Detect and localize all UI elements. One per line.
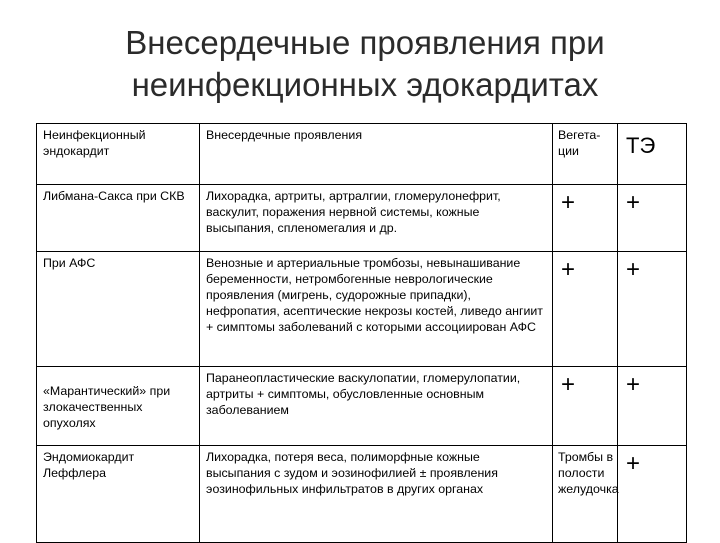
cell-vegetations: + — [553, 252, 618, 367]
cell-manifestations: Лихорадка, потеря веса, полиморфные кожные высыпания с зудом и эозинофилией ± проявления эозинофильных инфильтратов в других органах — [200, 446, 553, 543]
table-header-row — [37, 124, 687, 185]
cell-vegetations: + — [553, 367, 618, 446]
cell-disease: Либмана-Сакса при СКВ — [37, 185, 200, 252]
table-row — [37, 185, 687, 252]
slide-title — [60, 22, 670, 106]
cell-disease: Эндомиокардит Леффлера — [37, 446, 200, 543]
cell-disease: При АФС — [37, 252, 200, 367]
cell-disease: «Марантический» при злокачественных опухолях — [37, 367, 200, 446]
table-row — [37, 367, 687, 446]
cell-vegetations: + — [553, 185, 618, 252]
header-manifestations: Внесердечные проявления — [200, 124, 553, 185]
header-disease: Неинфекционный эндокардит — [37, 124, 200, 185]
cell-te: + — [618, 252, 687, 367]
table-row — [37, 446, 687, 543]
cell-te: + — [618, 367, 687, 446]
cell-te: + — [618, 446, 687, 543]
table-row — [37, 252, 687, 367]
header-te: ТЭ — [618, 124, 687, 185]
slide-title-line-1: Внесердечные проявления при — [125, 24, 605, 61]
cell-te: + — [618, 185, 687, 252]
slide-title-line-2: неинфекционных эдокардитах — [131, 66, 599, 103]
header-vegetations: Вегета-ции — [553, 124, 618, 185]
cell-vegetations: Тромбы в полости желудочка — [553, 446, 618, 543]
cell-manifestations: Лихорадка, артриты, артралгии, гломерулонефрит, васкулит, поражения нервной системы, кожные высыпания, спленомегалия и др. — [200, 185, 553, 252]
cell-manifestations: Паранеопластические васкулопатии, гломерулопатии, артриты + симптомы, обусловленные основным заболеванием — [200, 367, 553, 446]
endocarditis-table — [36, 123, 687, 543]
cell-manifestations: Венозные и артериальные тромбозы, невынашивание беременности, нетромбогенные неврологические проявления (мигрень, судорожные припадки), нефропатия, асептические некрозы костей, ливедо ангиит + симптомы заболеваний с которыми ассоциирован АФС — [200, 252, 553, 367]
